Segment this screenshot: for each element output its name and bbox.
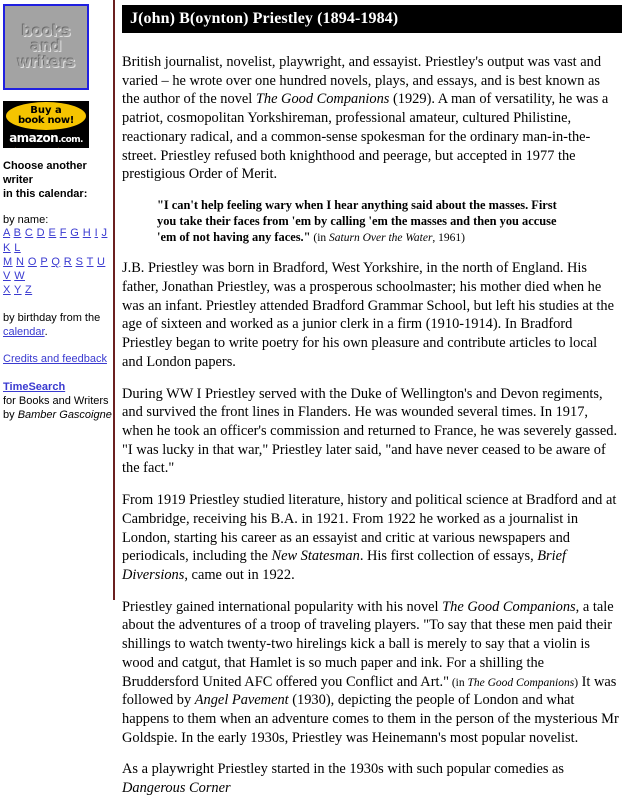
alphabet-link-p[interactable]: P <box>40 255 48 268</box>
alphabet-link-y[interactable]: Y <box>14 284 22 297</box>
sidebar-heading-line-2: in this calendar: <box>3 187 88 200</box>
paragraph-ww1: During WW I Priestley served with the Duke of Wellington's and Devon regiments, and survived the front lines in Flanders. He was wounded several times. In 1917, when he took an officer's commission and returned to France, he was severely gassed. "I was lucky in that war," Priestley later said, "and have never ceased to be aware of the fact." <box>122 385 618 477</box>
pull-quote <box>122 197 577 246</box>
alphabet-link-f[interactable]: F <box>59 227 67 240</box>
logo-line-1: books <box>21 22 71 41</box>
alphabet-link-u[interactable]: U <box>97 255 106 268</box>
p5-text-c: It was followed by <box>122 673 617 709</box>
paragraph-popularity <box>122 598 620 748</box>
logo-line-2: and <box>30 37 62 56</box>
timesearch-section <box>3 380 113 423</box>
logo-line-3: writers <box>17 52 75 71</box>
p5-title-angel-pavement: Angel Pavement <box>194 692 289 709</box>
vertical-divider <box>113 0 115 600</box>
buy-book-line-1: Buy a <box>30 105 62 116</box>
quote-citation <box>311 232 466 244</box>
buy-book-badge <box>6 102 86 130</box>
alphabet-link-k[interactable]: K <box>3 241 11 254</box>
amazon-wordmark <box>3 131 89 145</box>
alphabet-link-a[interactable]: A <box>3 227 11 240</box>
credits-and-feedback-link[interactable]: Credits and feedback <box>3 353 107 366</box>
page-title-bar <box>122 5 622 33</box>
amazon-brand: amazon <box>9 131 59 145</box>
p4-text-c: , came out in 1922. <box>184 567 295 583</box>
sidebar <box>0 0 113 600</box>
p5-text-b: , a tale about the adventures of a troop of traveling players. "To say that these men paid their shillings to watch twenty-two hirelings kick a ball is merely to say that a violin is wood and catgut, that Hamlet is so much paper and ink. For a shilling the Bruddersford United AFC offered you Conflict and Art." <box>122 598 614 690</box>
alphabet-link-j[interactable]: J <box>101 227 108 240</box>
alphabet-row-2 <box>3 255 113 284</box>
alphabet-link-i[interactable]: I <box>94 227 99 240</box>
alphabet-link-b[interactable]: B <box>13 227 22 240</box>
calendar-link[interactable]: calendar <box>3 326 45 339</box>
quote-text: "I can't help feeling wary when I hear anything said about the masses. First you take their faces from 'em by calling 'em the masses and then you accuse 'em of not having any faces." <box>157 198 557 245</box>
p5-text-a: Priestley gained international popularity with his novel <box>122 598 443 615</box>
paragraph-studies <box>122 491 620 585</box>
p1-title-good-companions: The Good Companions <box>255 91 390 108</box>
p5-citation <box>449 677 578 689</box>
alphabet-link-n[interactable]: N <box>16 255 25 268</box>
alphabet-link-c[interactable]: C <box>24 227 34 240</box>
p5-title-good-companions: The Good Companions <box>442 598 576 615</box>
p6-title-dangerous-corner: Dangerous Corner <box>122 780 231 797</box>
p1-text-b: (1929). A man of versatility, he was a patriot, cosmopolitan Yorkshireman, professional amateur, cultured Philistine, reactionary radical, and a common-sense spokesman for the ordinary man-in-the-street. Priestley refused both knighthood and peerage, but accepted in 1977 the prestigious Order of Merit. <box>122 91 609 183</box>
paragraph-playwright <box>122 760 620 797</box>
p5-cite-b: ) <box>574 676 579 689</box>
alphabet-link-q[interactable]: Q <box>51 255 61 268</box>
p5-cite-a: (in <box>448 676 468 689</box>
alphabet-link-h[interactable]: H <box>82 227 92 240</box>
site-logo[interactable] <box>3 4 89 90</box>
p6-text-a: As a playwright Priestley started in the 1930s with such popular comedies as <box>122 761 565 778</box>
alphabet-link-o[interactable]: O <box>27 255 37 268</box>
alphabet-link-g[interactable]: G <box>70 227 80 240</box>
sidebar-heading <box>3 160 111 201</box>
p1-text-a: British journalist, novelist, playwright, and essayist. Priestley's output was vast and varied – he wrote over one hundred novels, plays, and essays, and is best known as the author of the novel <box>122 54 602 108</box>
alphabet-link-s[interactable]: S <box>75 255 84 268</box>
quote-cite-b: , 1961) <box>432 232 466 245</box>
by-name-label: by name: <box>3 214 49 227</box>
credits-section <box>3 352 113 366</box>
alphabet-link-d[interactable]: D <box>36 227 46 240</box>
timesearch-by: by <box>3 409 18 422</box>
quote-cite-title: Saturn Over the Water <box>329 232 433 245</box>
quote-cite-a: (in <box>310 232 330 245</box>
timesearch-author: Bamber Gascoigne <box>17 409 112 422</box>
article-body <box>122 53 620 798</box>
p4-title-new-statesman: New Statesman <box>271 548 360 565</box>
p4-text-a: From 1919 Priestley studied literature, history and political science at Bradford and at Cambridge, receiving his B.A. in 1921. From 1922 he worked as a journalist in London, starting his career as an essayist and critic at various newspapers and periodicals, including the <box>122 492 617 565</box>
amazon-buy-banner[interactable] <box>3 101 89 148</box>
alphabet-row-3 <box>3 283 113 297</box>
p4-title-brief-diversions: Brief Diversions <box>122 548 567 583</box>
alphabet-link-r[interactable]: R <box>63 255 73 268</box>
alphabet-link-z[interactable]: Z <box>25 284 33 297</box>
alphabet-link-l[interactable]: L <box>14 241 21 254</box>
amazon-swoosh-icon <box>15 144 59 148</box>
page-title: J(ohn) B(oynton) Priestley (1894-1984) <box>130 10 399 27</box>
timesearch-link[interactable]: TimeSearch <box>3 380 66 393</box>
alphabet-link-m[interactable]: M <box>3 255 13 268</box>
buy-book-line-2: book now! <box>17 115 75 126</box>
timesearch-author-line <box>3 408 113 422</box>
alphabet-link-e[interactable]: E <box>48 227 57 240</box>
main-content <box>122 0 622 797</box>
p5-cite-title: The Good Companions <box>467 676 575 689</box>
timesearch-subtitle: for Books and Writers <box>3 394 109 407</box>
birthday-period: . <box>44 326 48 339</box>
alphabet-index <box>3 226 113 297</box>
p4-text-b: . His first collection of essays, <box>359 548 538 565</box>
sidebar-heading-line-1: Choose another writer <box>3 160 87 186</box>
paragraph-birth: J.B. Priestley was born in Bradford, West Yorkshire, in the north of England. His father, Jonathan Priestley, was a prosperous schoolmaster; his mother died when he was an infant. Priestley attended Bradford Grammar School, but left his studies at the age of sixteen and worked as a junior clerk in a firm (1910-1914). In Bradford Priestley began to write poetry for his own pleasure and contribute articles to local and London papers. <box>122 260 614 370</box>
birthday-section <box>3 311 111 340</box>
alphabet-link-v[interactable]: V <box>3 270 11 283</box>
birthday-text: by birthday from the <box>3 311 101 324</box>
alphabet-row-1 <box>3 226 113 255</box>
alphabet-link-w[interactable]: W <box>14 270 26 283</box>
alphabet-link-x[interactable]: X <box>3 284 11 297</box>
amazon-dotcom: .com. <box>58 135 83 145</box>
paragraph-intro <box>122 53 620 184</box>
alphabet-link-t[interactable]: T <box>86 255 94 268</box>
p5-text-d: (1930), depicting the people of London and what happens to them when an adventure comes to them in the person of the mysterious Mr Goldspie. In the early 1930s, Priestley was Heinemann's most popular novelist. <box>122 692 619 746</box>
